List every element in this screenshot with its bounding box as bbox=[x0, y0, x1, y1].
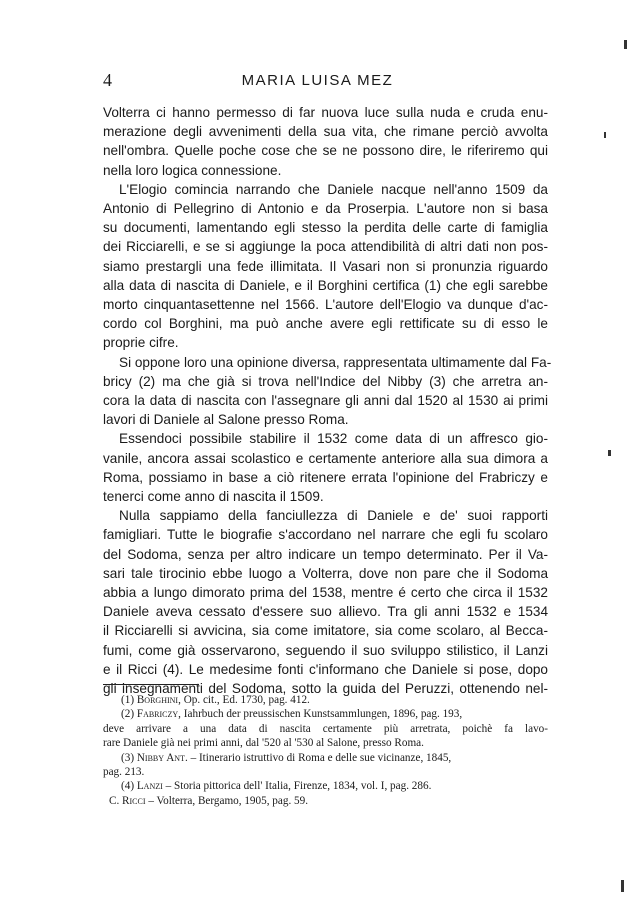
text-line: Essendoci possibile stabilire il 1532 come data di un affresco gio- bbox=[119, 431, 548, 447]
text-line: Si oppone loro una opinione diversa, rappresentata ultimamente dal Fa- bbox=[119, 354, 552, 370]
footnote-1 bbox=[103, 693, 548, 707]
text-line: bricy (2) ma che già si trova nell'Indice del Nibby (3) che arretra an- bbox=[103, 373, 548, 389]
footnote-3-continued: pag. 213. bbox=[103, 766, 145, 779]
page-number: 4 bbox=[103, 70, 112, 90]
text-line: cordo col Borghini, ma può anche avere egli rettificate su di esso le bbox=[103, 316, 548, 332]
footnote-label: (3) bbox=[121, 751, 135, 764]
text-line: Daniele aveva cessato d'essere suo allievo. Tra gli anni 1532 e 1534 bbox=[103, 604, 548, 620]
text-line: su documenti, lamentando egli stesso la perdita delle carte di famiglia bbox=[103, 220, 548, 236]
text-line: e il Ricci (4). Le medesime fonti c'informano che Daniele si pose, dopo bbox=[103, 661, 548, 677]
footnote-author: C. Ricci bbox=[109, 794, 146, 807]
scan-mark bbox=[608, 450, 611, 456]
text-line: sari tale tirocinio ebbe luogo a Volterra, dove non pare che il Sodoma bbox=[103, 565, 548, 581]
footnote-label: (1) bbox=[121, 694, 135, 706]
text-line: dei Ricciarelli, e se si aggiunge la poca attendibilità di altri dati non pos- bbox=[103, 239, 548, 255]
text-line: Antonio di Pellegrino di Antonio e da Proserpia. L'autore non si basa bbox=[103, 201, 548, 217]
scan-mark bbox=[621, 880, 624, 892]
footnote-3 bbox=[103, 751, 548, 765]
text-line: siamo prestargli una fede illimitata. Il Vasari non si pronunzia riguardo bbox=[103, 258, 548, 274]
text-line: vanile, ancora assai scolastico e certamente anteriore alla sua dimora a bbox=[103, 450, 548, 466]
footnote-2-continued: rare Daniele già nei primi anni, dal '520 al '530 al Salone, presso Roma. bbox=[103, 737, 424, 750]
footnote-label: (2) bbox=[121, 708, 135, 721]
footnote-text: – Volterra, Bergamo, 1905, pag. 59. bbox=[148, 794, 309, 807]
footnote-4 bbox=[103, 779, 548, 793]
text-line: fumi, come già osservarono, seguendo il suo sviluppo stilistico, il Lanzi bbox=[103, 642, 548, 658]
text-line: merazione degli avvenimenti della sua vita, che rimane perciò avvolta bbox=[103, 124, 548, 140]
footnote-author: Nibby Ant. bbox=[136, 751, 188, 764]
footnote-author: Lanzi bbox=[136, 780, 163, 793]
text-line: nell'ombra. Quelle poche cose che se ne possono dire, le riferiremo qui bbox=[103, 143, 548, 159]
footnote-2 bbox=[103, 707, 548, 721]
text-line: gli insegnamenti del Sodoma, sotto la guida del Peruzzi, ottenendo nel- bbox=[103, 681, 548, 697]
footnote-divider bbox=[103, 684, 199, 685]
footnote-2-continued: deve arrivare a una data di nascita certamente più arretrata, poichè fa lavo- bbox=[103, 722, 548, 735]
footnote-label: (4) bbox=[121, 780, 135, 793]
text-line: L'Elogio comincia narrando che Daniele nacque nell'anno 1509 da bbox=[119, 181, 548, 197]
text-line: il Ricciarelli si avvicina, sia come imitatore, sia come scolaro, al Becca- bbox=[103, 623, 548, 639]
text-line: proprie cifre. bbox=[103, 335, 179, 351]
text-line: alla data di nascita di Daniele, e il Borghini certifica (1) che egli sarebbe bbox=[103, 277, 548, 293]
text-line: del Sodoma, senza per altro indicare un tempo determinato. Per il Va- bbox=[103, 546, 548, 562]
footnote-author: Fabriczy, bbox=[136, 708, 181, 721]
text-line: Roma, possiamo in base a ciò ritenere errata l'opinione del Frabriczy e bbox=[103, 469, 548, 485]
text-line: famigliari. Tutte le biografie s'accordano nel narrare che egli fu scolaro bbox=[103, 527, 548, 543]
footnote-5 bbox=[103, 794, 548, 808]
text-line: Volterra ci hanno permesso di far nuova luce sulla nuda e cruda enu- bbox=[103, 105, 548, 120]
text-line: tenerci come anno di nascita il 1509. bbox=[103, 489, 324, 505]
footnote-text: – Storia pittorica dell' Italia, Firenze, 1834, vol. I, pag. 286. bbox=[165, 780, 432, 793]
footnote-author: Borghini, bbox=[136, 694, 181, 706]
footnote-text: – Itinerario istruttivo di Roma e delle sue vicinanze, 1845, bbox=[190, 751, 452, 764]
scan-mark bbox=[624, 40, 627, 49]
text-line: abbia a lungo dimorato prima del 1538, mentre é certo che circa il 1532 bbox=[103, 585, 548, 601]
footnotes bbox=[103, 693, 548, 808]
footnote-text: Iahrbuch der preussischen Kunstsammlungen, 1896, pag. 193, bbox=[183, 708, 463, 721]
text-line: cora la data di nascita con l'assegnare gli anni dal 1520 al 1530 ai primi bbox=[103, 393, 548, 409]
text-line: morto cinquantasettenne nel 1566. L'autore dell'Elogio va dunque d'ac- bbox=[103, 297, 548, 313]
text-line: lavori di Daniele al Salone presso Roma. bbox=[103, 412, 349, 428]
footnote-text: Op. cit., Ed. 1730, pag. 412. bbox=[183, 694, 310, 706]
body-text bbox=[103, 103, 552, 698]
scan-mark bbox=[604, 132, 606, 138]
text-line: Nulla sappiamo della fanciullezza di Daniele e de' suoi rapporti bbox=[119, 508, 548, 524]
text-line: nella loro logica connessione. bbox=[103, 162, 282, 178]
running-head: MARIA LUISA MEZ bbox=[241, 72, 394, 89]
